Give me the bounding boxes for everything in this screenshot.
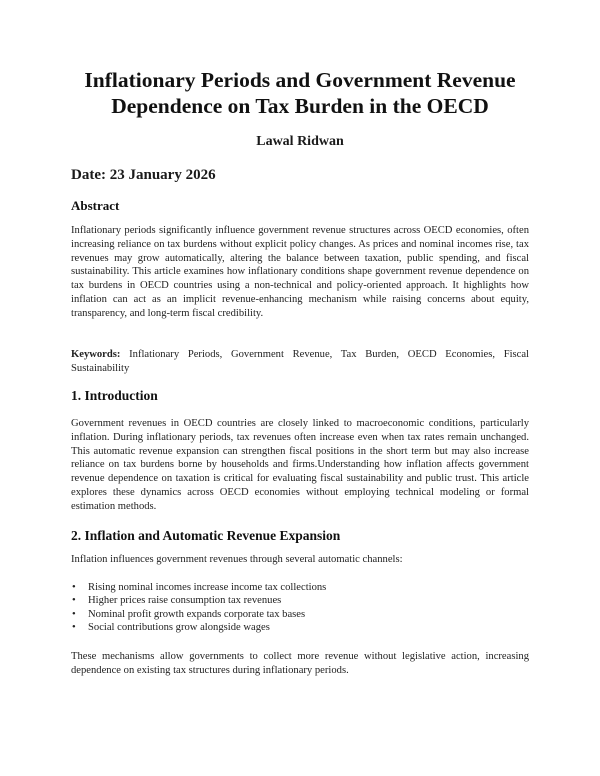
section-2-outro: These mechanisms allow governments to collect more revenue without legislative action, increasing dependence on existing tax structures during inflationary periods. [71,651,529,676]
bullet-icon: • [72,582,76,593]
bullet-icon: • [72,608,76,620]
list-item: • Nominal profit growth expands corporate tax bases [72,608,306,620]
title-line-1: Inflationary Periods and Government Revenue [84,68,516,92]
author-name: Lawal Ridwan [256,134,344,149]
section-2-intro: Inflation influences government revenues through several automatic channels: [71,554,403,565]
list-item: • Higher prices raise consumption tax revenues [72,595,282,607]
abstract-heading: Abstract [71,198,120,213]
list-item: • Social contributions grow alongside wages [72,622,270,634]
keywords-label: Keywords: [71,349,121,360]
list-item: • Rising nominal incomes increase income tax collections [72,582,327,593]
paper-title [71,67,529,119]
keywords [71,348,529,376]
bullet-icon: • [72,622,76,634]
title-line-2: Dependence on Tax Burden in the OECD [111,94,489,118]
bullet-icon: • [72,595,76,607]
section-1-paragraph: Government revenues in OECD countries are closely linked to macroeconomic conditions, particularly inflation. During inflationary periods, tax revenues often increase even when tax rates remain unchanged. This automatic revenue expansion can strengthen fiscal positions in the short term but may also increase reliance on tax burdens borne by households and firms.Understanding how inflation affects government revenue dependence on taxation is critical for evaluating fiscal sustainability and public trust. This article explores these dynamics across OECD economies without employing technical modeling or formal estimation methods. [71,418,529,512]
keywords-list: Inflationary Periods, Government Revenue, Tax Burden, OECD Economies, Fiscal Sustainability [71,349,529,374]
publication-date: Date: 23 January 2026 [71,167,216,183]
section-1-heading: 1. Introduction [71,388,158,403]
section-2-heading: 2. Inflation and Automatic Revenue Expansion [71,528,341,543]
section-2-bullet-list [71,581,529,635]
abstract-text: Inflationary periods significantly influence government revenue structures across OECD economies, often increasing reliance on tax burdens without explicit policy changes. As prices and nominal incomes rise, tax revenues may grow automatically, altering the balance between taxation, public spending, and fiscal sustainability. This article examines how inflationary conditions shape government revenue dependence on tax burdens in OECD countries using a non-technical and policy-oriented approach. It highlights how inflation can act as an implicit revenue-enhancing mechanism while raising concerns about equity, transparency, and long-term fiscal credibility. [71,225,529,319]
